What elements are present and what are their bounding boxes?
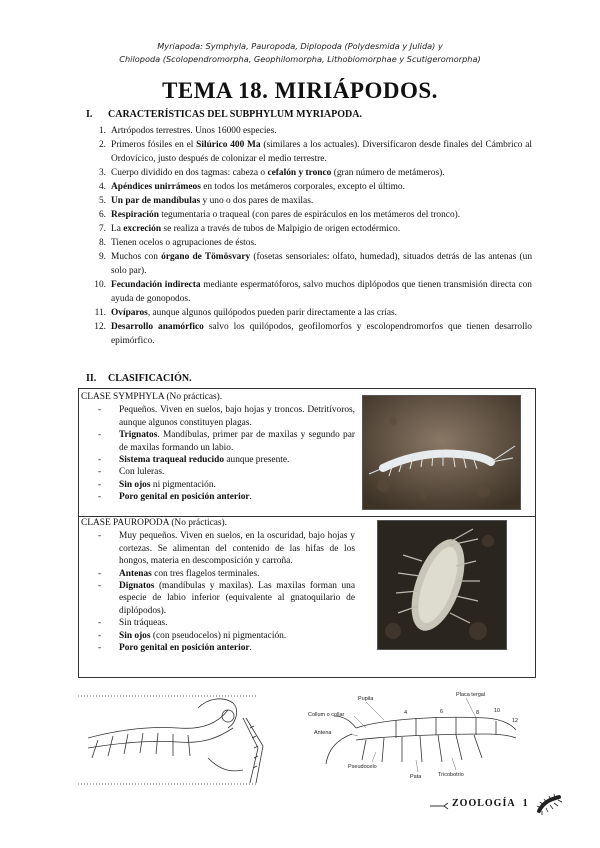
item-number: 3. — [98, 168, 106, 178]
label-segment-8: 8 — [476, 710, 480, 716]
footer-subject-text: ZOOLOGÍA — [452, 798, 516, 809]
characteristic-item — [86, 208, 532, 222]
item-text: Muchos con — [111, 252, 162, 262]
symphyla-text: . — [249, 492, 252, 503]
item-bold-text: excreción — [123, 224, 162, 234]
item-text: Primeros fósiles en el — [111, 140, 197, 150]
characteristic-item — [86, 278, 532, 306]
characteristic-item — [86, 222, 532, 236]
item-bold-text: órgano de Tömösvary — [161, 252, 251, 262]
section-1-number: I. — [86, 109, 93, 120]
characteristic-item — [86, 124, 532, 138]
pauropoda-list — [81, 530, 355, 654]
pauropoda-class-name: CLASE PAUROPODA — [81, 518, 169, 528]
header-line-2: Chilopoda (Scolopendromorpha, Geophilomorpha, Lithobiomorphae y Scutigeromorpha) — [119, 54, 481, 64]
pauropoda-text: (con pseudocelos) ni pigmentación. — [150, 630, 287, 641]
characteristic-item — [86, 194, 532, 208]
symphyla-bold-text: Sin ojos — [119, 479, 151, 490]
pauropod-sketch — [78, 688, 270, 788]
label-segment-10: 10 — [494, 708, 501, 714]
symphyla-item — [81, 404, 355, 429]
pauropoda-bold-text: Poro genital en posición anterior — [119, 643, 250, 654]
section-1-title: CARACTERÍSTICAS DEL SUBPHYLUM MYRIAPODA. — [108, 109, 362, 120]
section-2-heading — [86, 373, 192, 384]
item-text: en todos los metámeros corporales, excepto el último. — [200, 182, 405, 192]
symphyla-item — [81, 491, 355, 503]
label-segment-4: 4 — [404, 710, 408, 716]
pauropoda-photo — [377, 520, 507, 650]
item-text: y uno o dos pares de maxilas. — [200, 196, 314, 206]
item-text: Artrópodos terrestres. Unos 16000 especies. — [111, 126, 277, 136]
pauropoda-bold-text: Antenas — [119, 568, 152, 579]
label-collum: Collum o collar — [308, 712, 345, 718]
pauropoda-item — [81, 568, 355, 580]
item-bold-text: Un par de mandíbulas — [111, 196, 201, 206]
pauropoda-item — [81, 642, 355, 654]
symphyla-list — [81, 404, 355, 503]
label-segment-6: 6 — [440, 709, 444, 715]
label-pseudocelo: Pseudocelo — [348, 764, 377, 770]
item-text: mediante espermatóforos, salvo muchos diplópodos que tienen transmisión directa con ayuda de gonopodos. — [111, 280, 532, 304]
symphyla-bold-text: Trignatos — [119, 430, 158, 441]
page-footer — [430, 793, 570, 817]
symphyla-bold-text: Poro genital en posición anterior — [119, 492, 250, 503]
item-bold-text: Desarrollo anamórfico — [111, 322, 204, 332]
item-text: , aunque algunos quilópodos pueden parir directamente a las crías. — [147, 308, 397, 318]
pauropoda-text: . — [249, 643, 252, 654]
pauropoda-item — [81, 530, 355, 567]
item-number: 2. — [98, 140, 106, 150]
characteristics-list — [86, 124, 532, 348]
symphyla-text — [79, 389, 355, 504]
symphyla-bold-text: Sistema traqueal reducido — [119, 455, 225, 466]
symphylan-diagram — [306, 690, 534, 786]
symphyla-text: Pequeños. Viven en suelos, bajo hojas y troncos. Detritívoros, aunque algunos constituyen plagas. — [119, 405, 355, 428]
item-number: 4. — [98, 182, 106, 192]
item-bold-text: Silúrico 400 Ma — [196, 140, 261, 150]
item-number: 6. — [98, 210, 106, 220]
section-1-heading — [86, 109, 362, 120]
symphyla-item — [81, 454, 355, 466]
symphyla-box — [78, 388, 536, 517]
item-bold-text: Apéndices unirrámeos — [111, 182, 201, 192]
item-text: tegumentaria o traqueal (con pares de espiráculos en los metámeros del tronco). — [158, 210, 461, 220]
labeled-diagram — [306, 690, 534, 786]
item-bold-text: cefalón y tronco — [267, 168, 332, 178]
characteristic-item — [86, 306, 532, 320]
header-line-1: Myriapoda: Symphyla, Pauropoda, Diplopoda (Polydesmida y Julida) y — [157, 41, 443, 51]
item-bold-text: Ovíparos — [111, 308, 148, 318]
symphyla-item — [81, 479, 355, 491]
characteristic-item — [86, 320, 532, 348]
footer-ornament-icon — [430, 801, 450, 811]
page-title: TEMA 18. MIRIÁPODOS. — [162, 78, 438, 103]
item-number: 9. — [98, 252, 106, 262]
document-header — [0, 40, 600, 66]
pauropoda-text: (mandíbulas y maxilas). Las maxilas forman una especie de labio inferior (equivalente al gnatoquilario de diplópodos). — [119, 581, 355, 616]
symphyla-item — [81, 429, 355, 454]
symphyla-heading — [81, 391, 355, 403]
pauropoda-bold-text: Dignatos — [119, 581, 155, 592]
characteristic-item — [86, 236, 532, 250]
item-number: 8. — [98, 238, 106, 248]
millipede-icon — [536, 793, 562, 815]
item-number: 1. — [98, 126, 106, 136]
item-bold-text: Fecundación indirecta — [111, 280, 201, 290]
pauropoda-item — [81, 617, 355, 629]
pauropoda-item — [81, 580, 355, 617]
section-2-number: II. — [86, 373, 97, 384]
item-text: (similares a los actuales). Diversificaron desde finales del Cámbrico al Ordovícico, justo después de colonizar el medio terrestre. — [111, 140, 532, 164]
label-placa-tergal: Placa tergal — [456, 692, 486, 698]
item-text: salvo los quilópodos, geofilomorfos y escolopendromorfos que tienen desarrollo epimórfico. — [111, 322, 532, 346]
label-segment-12: 12 — [512, 718, 519, 724]
item-text: (fosetas sensoriales: olfato, humedad), situados detrás de las antenas (un solo par). — [111, 252, 533, 276]
pauropoda-text: Muy pequeños. Viven en suelos, en la oscuridad, bajo hojas y cortezas. Se alimentan del contenido de las hifas de los hongos, materia en descomposición y carroña. — [119, 531, 355, 567]
pauropoda-bold-text: Sin ojos — [119, 630, 151, 641]
symphyla-photo — [362, 395, 521, 510]
symphyla-item — [81, 466, 355, 478]
characteristic-item — [86, 166, 532, 180]
symphyla-text: Con luleras. — [119, 467, 165, 478]
item-number: 7. — [98, 224, 106, 234]
pauropod-line-drawing — [78, 688, 270, 788]
pauropoda-text: con tres flagelos terminales. — [151, 568, 260, 579]
symphyla-class-name: CLASE SYMPHYLA — [81, 392, 165, 402]
symphylan-image — [363, 396, 520, 509]
symphyla-note: (No prácticas). — [164, 392, 223, 402]
label-tricobotrio: Tricobotrio — [438, 772, 464, 778]
pauropoda-text — [79, 515, 355, 654]
item-number: 10. — [94, 280, 106, 290]
item-text: (gran número de metámeros). — [331, 168, 445, 178]
item-text: La — [111, 224, 124, 234]
pauropoda-text: Sin tráqueas. — [119, 618, 168, 629]
pauropoda-heading — [81, 517, 355, 529]
item-text: se realiza a través de tubos de Malpigio de origen ectodérmico. — [161, 224, 401, 234]
item-number: 11. — [94, 308, 106, 318]
symphyla-text: ni pigmentación. — [150, 479, 216, 490]
item-text: Cuerpo dividido en dos tagmas: cabeza o — [111, 168, 268, 178]
item-text: Tienen ocelos o agrupaciones de éstos. — [111, 238, 257, 248]
item-number: 5. — [98, 196, 106, 206]
label-pata: Pata — [410, 774, 422, 780]
item-bold-text: Respiración — [111, 210, 159, 220]
characteristic-item — [86, 180, 532, 194]
pauropoda-box — [78, 515, 536, 678]
item-number: 12. — [94, 322, 106, 332]
characteristic-item — [86, 250, 532, 278]
section-2-title: CLASIFICACIÓN. — [108, 373, 192, 384]
page-number: 1 — [522, 798, 529, 809]
pauropod-image — [378, 521, 506, 649]
footer-subject — [452, 798, 529, 809]
label-antena: Antena — [314, 730, 332, 736]
symphyla-text: . Mandíbulas, primer par de maxilas y segundo par de maxilas formando un labio. — [119, 430, 355, 453]
pauropoda-item — [81, 630, 355, 642]
pauropoda-note: (No prácticas). — [168, 518, 228, 528]
characteristic-item — [86, 138, 532, 166]
label-pupila: Pupila — [358, 696, 374, 702]
symphyla-text: aunque presente. — [224, 455, 290, 466]
